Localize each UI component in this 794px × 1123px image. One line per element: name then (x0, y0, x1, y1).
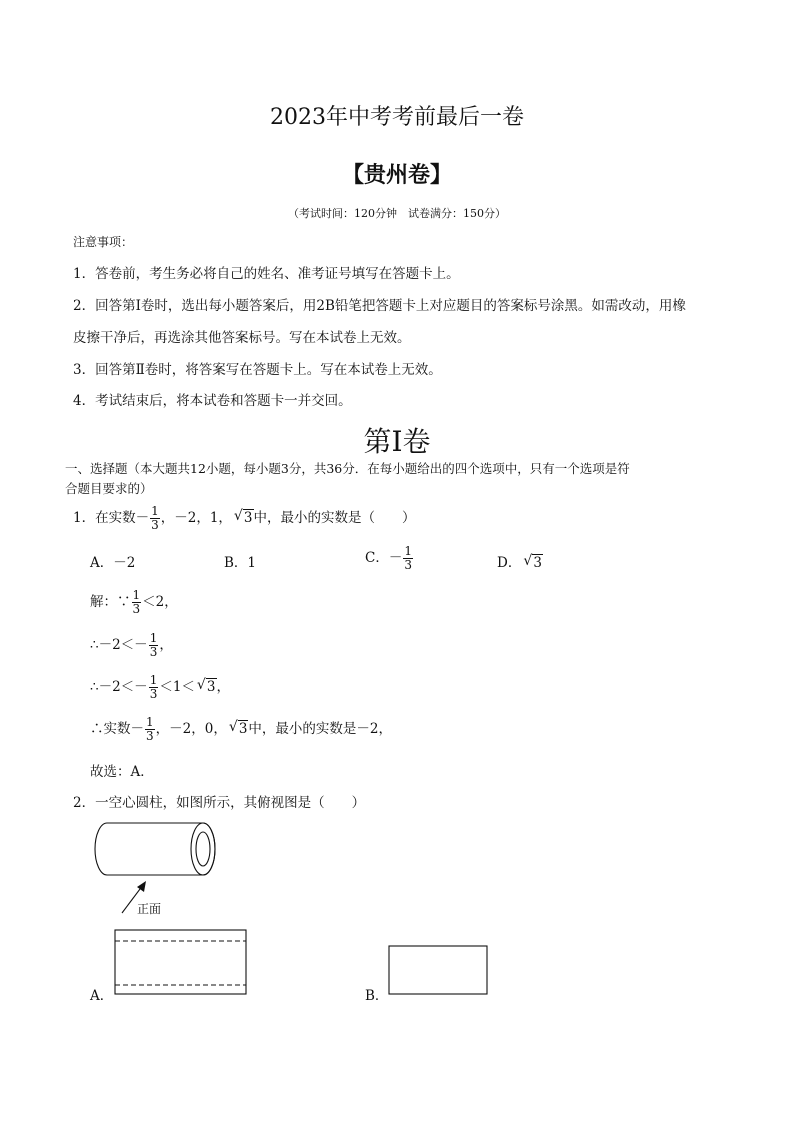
q2-option-b-label: B． (365, 988, 389, 1004)
q1-solution-line4: ∴实数－ $\frac{1}{3}$ ，－2，0， √ 3中，最小的实数是－2， (90, 715, 393, 743)
exam-meta: （考试时间：120分钟 试卷满分：150分） (288, 207, 506, 220)
q1-option-d: D． √ 3 (497, 553, 542, 571)
fraction: $\frac{1}{3}$ (149, 673, 158, 701)
volume-title: 第Ⅰ卷 (363, 425, 431, 458)
sqrt: √ 3 (233, 508, 253, 526)
notes-item-3: 3．回答第Ⅱ卷时，将答案写在答题卡上。写在本试卷上无效。 (73, 362, 442, 378)
notes-item-4: 4．考试结束后，将本试卷和答题卡一并交回。 (73, 393, 352, 409)
q1-solution-line2: ∴－2＜－ $\frac{1}{3}$ ， (90, 631, 173, 659)
q1-stem: 1．在实数－ $\frac{1}{3}$ ，－2，1， √ 3中，最小的实数是（ ） (73, 504, 416, 532)
q2-option-a-label: A． (90, 988, 114, 1004)
notes-heading: 注意事项： (73, 235, 134, 249)
exam-subtitle: 【贵州卷】 (341, 162, 452, 188)
sqrt: √ 3 (228, 719, 248, 737)
fraction: $\frac{1}{3}$ (151, 504, 159, 532)
sqrt: √ 3 (196, 677, 216, 695)
section1-line1: 一、选择题（本大题共12小题，每小题3分，共36分．在每小题给出的四个选项中，只有一个选项是符 (65, 461, 630, 476)
q1-option-c: C．－ $\frac{1}{3}$ (365, 544, 412, 572)
q1-solution-line1: 解：∵ $\frac{1}{3}$ ＜2， (90, 588, 178, 616)
front-label: 正面 (137, 902, 162, 916)
q2-option-a-figure (114, 929, 248, 997)
fraction: $\frac{1}{3}$ (149, 631, 158, 659)
fraction: $\frac{1}{3}$ (132, 588, 141, 616)
q1-option-b: B．1 (224, 555, 257, 571)
fraction: $\frac{1}{3}$ (404, 544, 412, 572)
exam-title: 2023年中考考前最后一卷 (270, 105, 524, 130)
q1-solution-line5: 故选：A． (90, 764, 154, 780)
q2-option-b-figure (388, 945, 489, 997)
q2-stem: 2．一空心圆柱，如图所示，其俯视图是（ ） (73, 795, 366, 811)
fraction: $\frac{1}{3}$ (146, 715, 154, 743)
section1-line2: 合题目要求的） (65, 481, 153, 496)
q1-solution-line3: ∴－2＜－ $\frac{1}{3}$ ＜1＜ √ 3， (90, 673, 231, 701)
notes-item-1: 1．答卷前，考生务必将自己的姓名、准考证号填写在答题卡上。 (73, 266, 460, 282)
notes-item-2: 2．回答第Ⅰ卷时，选出每小题答案后，用2B铅笔把答题卡上对应题目的答案标号涂黑。如需改动，用橡 (73, 298, 686, 314)
q1-option-a: A．－2 (90, 555, 136, 571)
notes-item-2-cont: 皮擦干净后，再选涂其他答案标号。写在本试卷上无效。 (73, 330, 411, 346)
sqrt: √ 3 (523, 553, 542, 571)
